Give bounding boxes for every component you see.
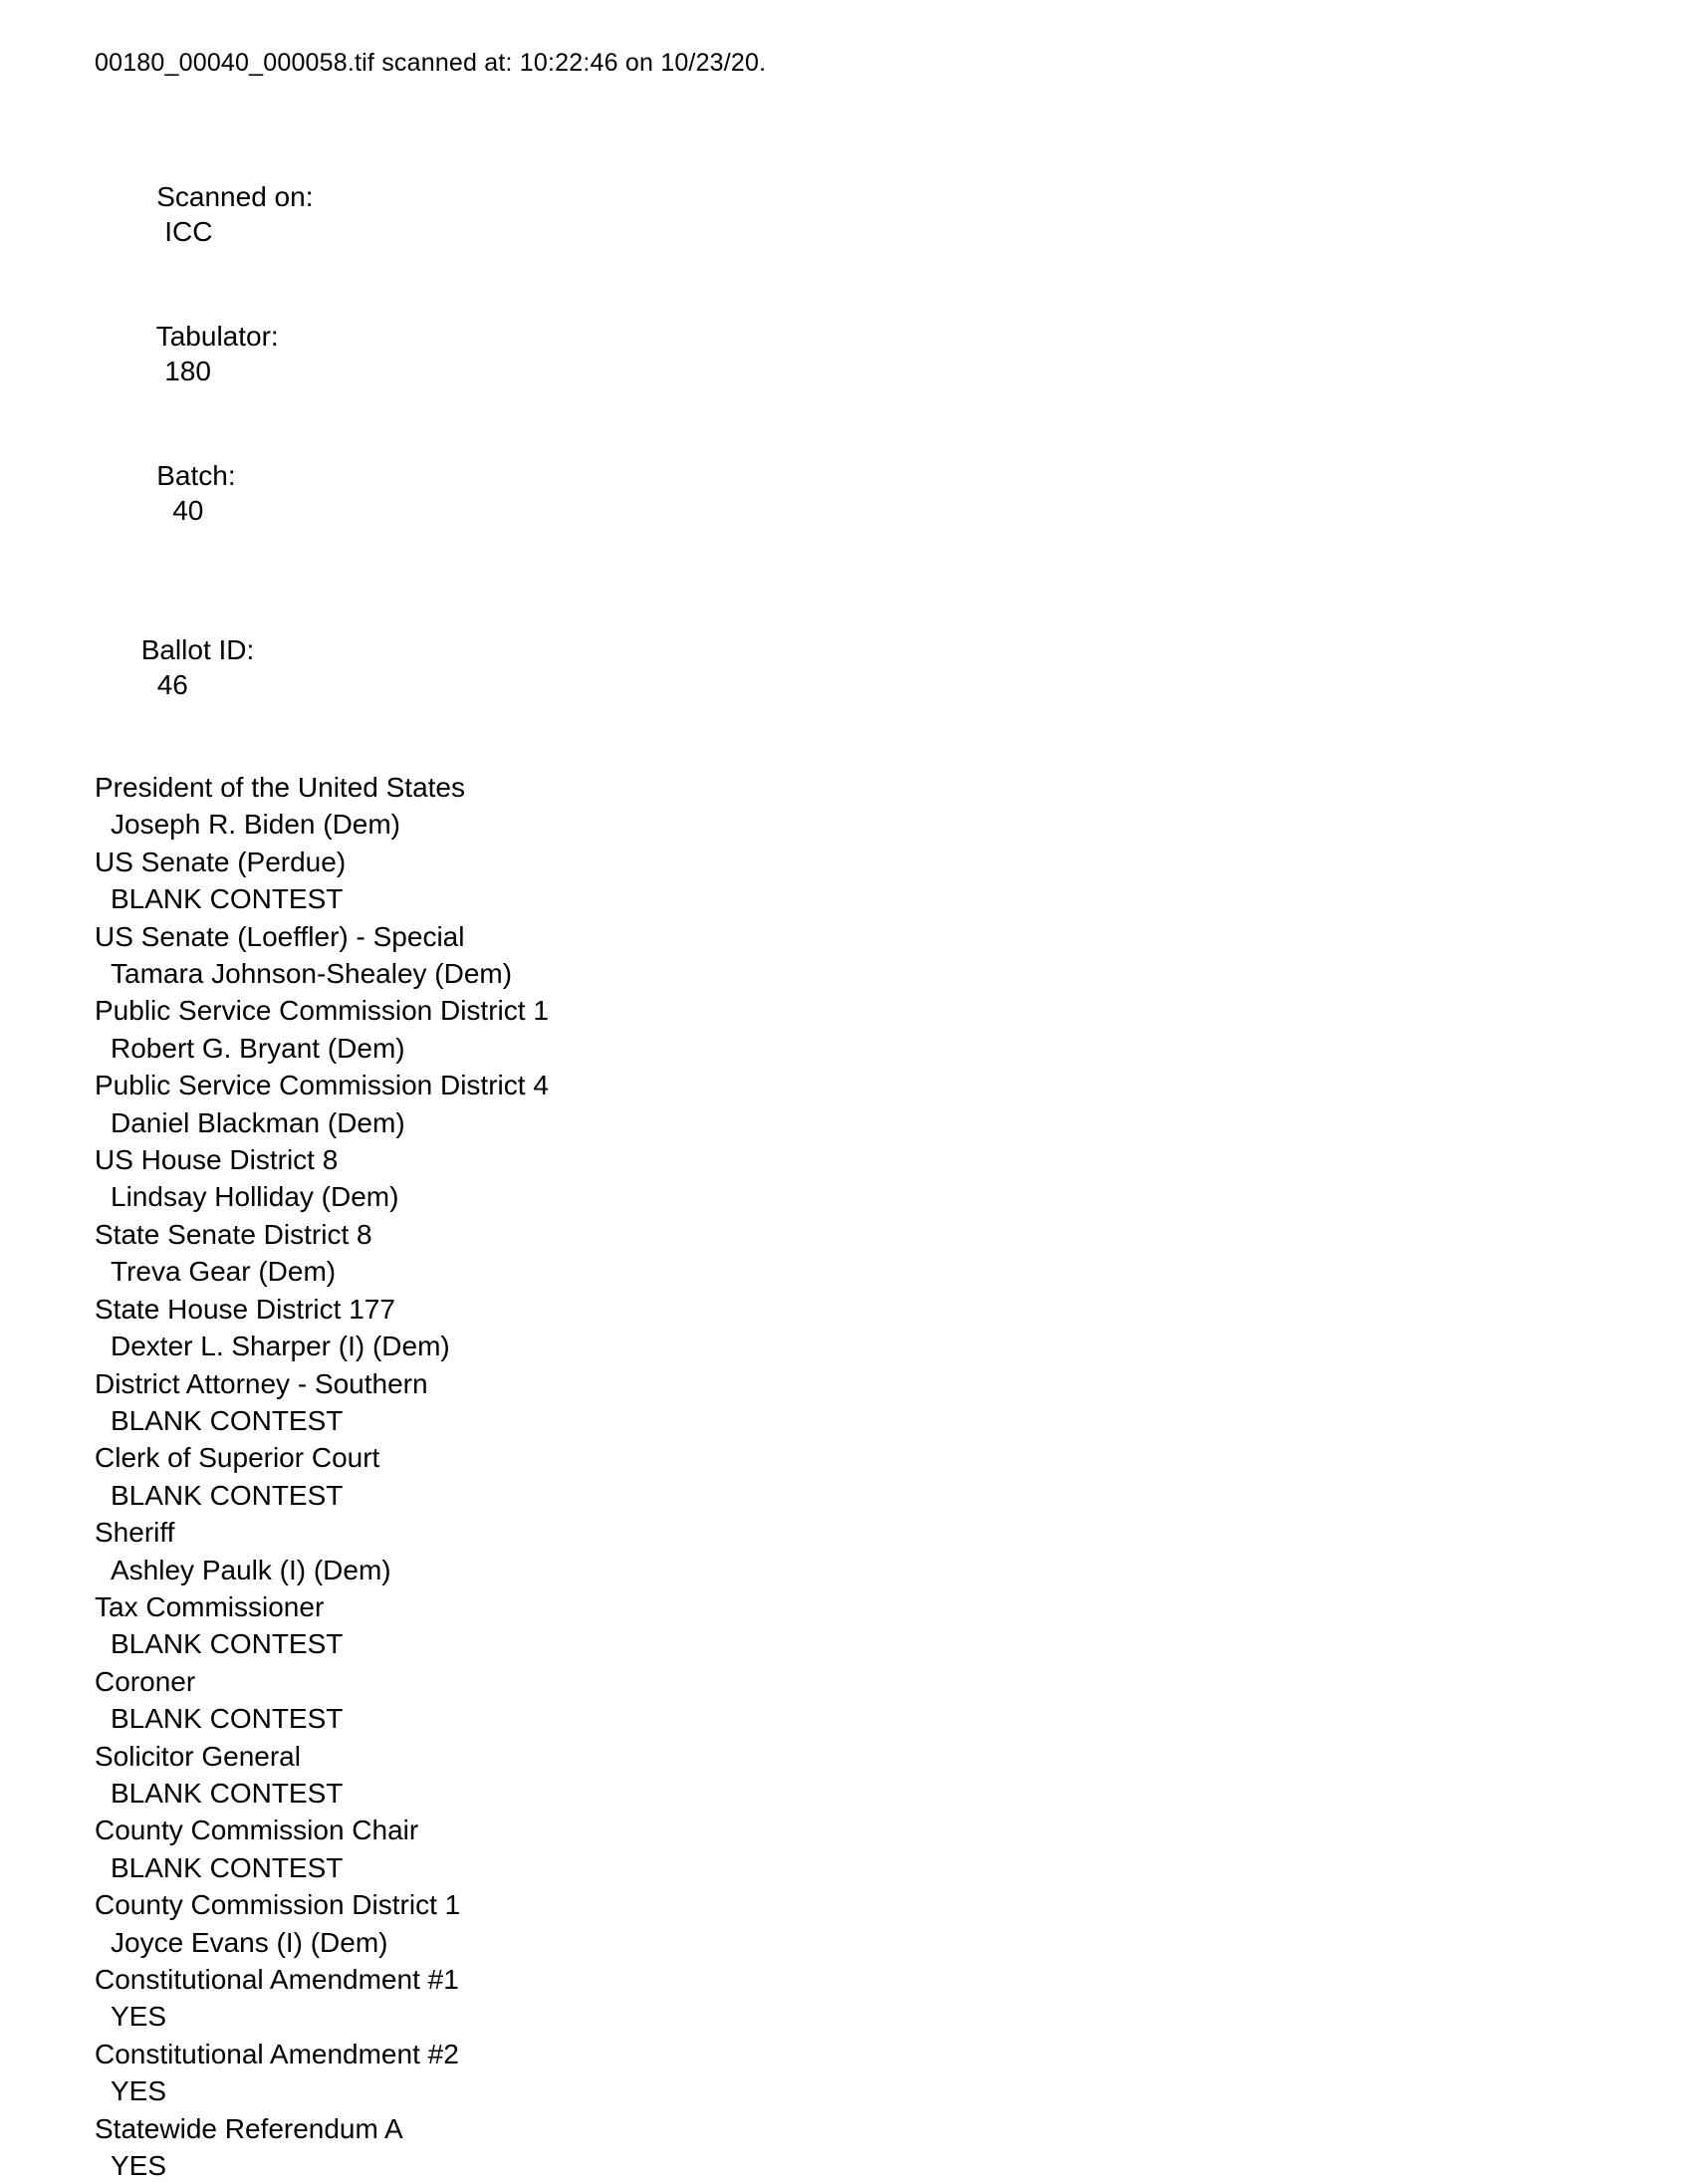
- batch-pair: [95, 460, 236, 561]
- ballot-id-label: Ballot ID:: [140, 634, 255, 665]
- contest-name: State Senate District 8: [95, 1218, 372, 1250]
- contest-block: [95, 1439, 1657, 1514]
- contest-block: [95, 1291, 1657, 1365]
- contest-choice: Robert G. Bryant (Dem): [111, 1032, 405, 1064]
- contest-block: [95, 918, 1657, 993]
- tabulator-label: Tabulator:: [155, 321, 279, 352]
- contest-choice: BLANK CONTEST: [111, 1703, 344, 1735]
- contest-block: [95, 1663, 1657, 1738]
- contest-choice: BLANK CONTEST: [111, 1851, 344, 1883]
- contest-choice: Daniel Blackman (Dem): [111, 1106, 405, 1138]
- tabulator-pair: [95, 321, 279, 421]
- contest-choice: BLANK CONTEST: [111, 1479, 344, 1511]
- batch-label: Batch:: [156, 460, 236, 491]
- contest-block: [95, 1365, 1657, 1440]
- contest-list: [95, 769, 1657, 2184]
- contest-name: US Senate (Loeffler) - Special: [95, 920, 465, 952]
- contest-block: [95, 1961, 1657, 2036]
- contest-block: [95, 2036, 1657, 2110]
- contest-name: US Senate (Perdue): [95, 846, 347, 877]
- scanned-on-value: ICC: [164, 216, 213, 247]
- contest-name: Constitutional Amendment #1: [95, 1964, 459, 1995]
- contest-name: Constitutional Amendment #2: [95, 2038, 459, 2069]
- contest-name: County Commission Chair: [95, 1815, 419, 1846]
- scan-filename-line: 00180_00040_000058.tif scanned at: 10:22:46 on 10/23/20.: [95, 49, 767, 77]
- contest-block: [95, 1514, 1657, 1588]
- contest-block: [95, 844, 1657, 918]
- contest-name: US House District 8: [95, 1144, 339, 1176]
- ballot-id-line: [95, 598, 1657, 737]
- scan-meta-block: [95, 110, 1657, 737]
- batch-value: 40: [172, 495, 204, 526]
- contest-name: State House District 177: [95, 1293, 395, 1325]
- contest-name: Public Service Commission District 4: [95, 1070, 549, 1101]
- contest-name: Public Service Commission District 1: [95, 995, 549, 1027]
- contest-name: Statewide Referendum A: [95, 2112, 403, 2144]
- contest-choice: YES: [111, 2150, 167, 2182]
- contest-name: Coroner: [95, 1665, 196, 1697]
- contest-choice: YES: [111, 2075, 167, 2107]
- contest-name: District Attorney - Southern: [95, 1367, 428, 1399]
- contest-choice: BLANK CONTEST: [111, 1628, 344, 1660]
- contest-block: [95, 1216, 1657, 1291]
- contest-choice: Treva Gear (Dem): [111, 1256, 337, 1288]
- scan-info-line: [95, 110, 1657, 598]
- contest-choice: Joyce Evans (I) (Dem): [111, 1926, 388, 1958]
- contest-choice: Joseph R. Biden (Dem): [111, 809, 401, 841]
- contest-block: [95, 992, 1657, 1067]
- contest-block: [95, 1588, 1657, 1663]
- contest-block: [95, 1141, 1657, 1216]
- contest-name: County Commission District 1: [95, 1889, 461, 1921]
- tabulator-value: 180: [164, 356, 211, 386]
- contest-choice: Dexter L. Sharper (I) (Dem): [111, 1331, 450, 1362]
- contest-block: [95, 769, 1657, 844]
- contest-name: Clerk of Superior Court: [95, 1442, 380, 1474]
- contest-name: President of the United States: [95, 772, 465, 803]
- contest-block: [95, 1738, 1657, 1813]
- contest-choice: Ashley Paulk (I) (Dem): [111, 1554, 391, 1585]
- contest-block: [95, 1812, 1657, 1886]
- contest-name: Solicitor General: [95, 1740, 301, 1772]
- contest-choice: Tamara Johnson-Shealey (Dem): [111, 958, 513, 990]
- contest-block: [95, 1067, 1657, 1141]
- contest-block: [95, 2110, 1657, 2184]
- scanned-on-label: Scanned on:: [156, 181, 314, 212]
- contest-name: Tax Commissioner: [95, 1590, 325, 1622]
- scanned-on-pair: [95, 181, 313, 282]
- contest-choice: BLANK CONTEST: [111, 1404, 344, 1436]
- contest-choice: BLANK CONTEST: [111, 883, 344, 915]
- contest-block: [95, 1886, 1657, 1961]
- contest-name: Sheriff: [95, 1517, 175, 1549]
- contest-choice: YES: [111, 2001, 167, 2033]
- ballot-id-value: 46: [156, 669, 188, 700]
- contest-choice: Lindsay Holliday (Dem): [111, 1181, 399, 1213]
- contest-choice: BLANK CONTEST: [111, 1777, 344, 1809]
